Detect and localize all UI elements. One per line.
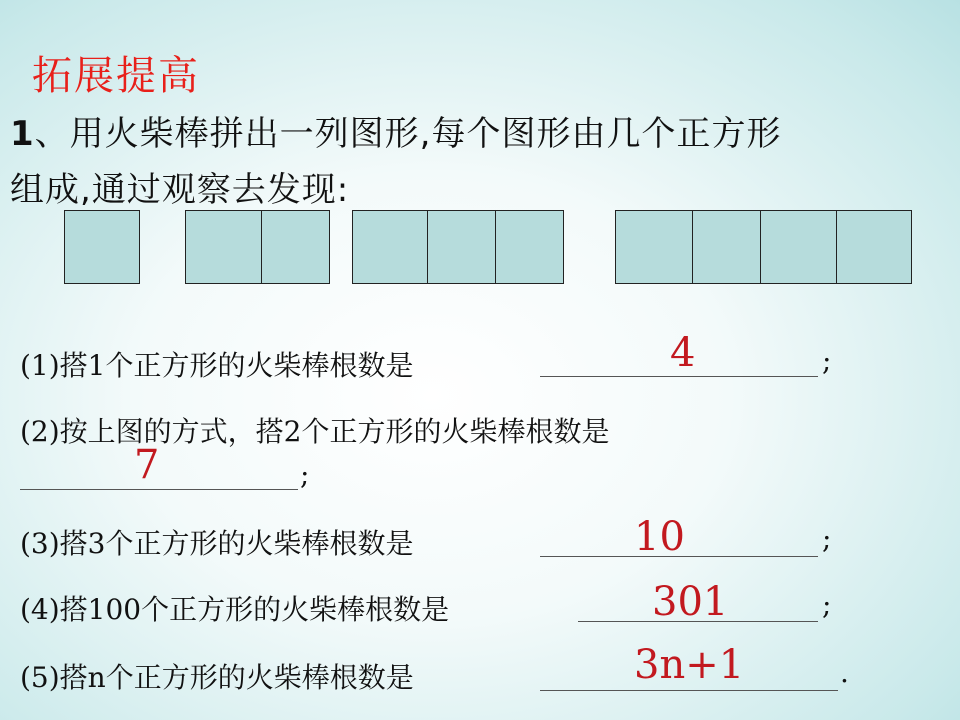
question-4 [20,588,449,628]
square [352,210,428,284]
answer-3: 10 [634,514,685,560]
question-5-text: (5)搭n个正方形的火柴棒根数是 [20,661,414,694]
question-2 [20,410,609,450]
section-title: 拓展提高 [32,53,200,99]
answer-blank-5 [540,690,838,691]
answer-4: 301 [652,579,729,625]
answer-5: 3n+1 [634,642,745,688]
answer-1: 4 [670,330,696,376]
answer-2: 7 [134,442,160,488]
square [64,210,140,284]
question-1 [20,344,413,384]
square [261,210,330,284]
answer-blank-1 [540,376,818,377]
problem-text-line1: 、用火柴棒拼出一列图形,每个图形由几个正方形 [34,114,782,154]
question-2-end: ; [300,458,310,491]
problem-text-line2: 组成,通过观察去发现: [10,170,350,210]
question-3-text: (3)搭3个正方形的火柴棒根数是 [20,527,414,560]
question-1-text: (1)搭1个正方形的火柴棒根数是 [20,349,414,382]
problem-statement [10,106,955,218]
question-4-text: (4)搭100个正方形的火柴棒根数是 [20,593,450,626]
square [760,210,837,284]
square [692,210,761,284]
square [615,210,693,284]
question-5 [20,656,414,696]
square [836,210,912,284]
question-1-end: ; [822,344,832,377]
question-3-end: ; [822,522,832,555]
problem-number: 1 [10,114,35,154]
question-2-text: (2)按上图的方式，搭2个正方形的火柴棒根数是 [20,415,610,448]
square [427,210,496,284]
question-3 [20,522,413,562]
square [495,210,564,284]
question-4-end: ; [822,588,832,621]
square [185,210,262,284]
answer-blank-2 [20,489,298,490]
question-5-end: . [840,656,849,689]
